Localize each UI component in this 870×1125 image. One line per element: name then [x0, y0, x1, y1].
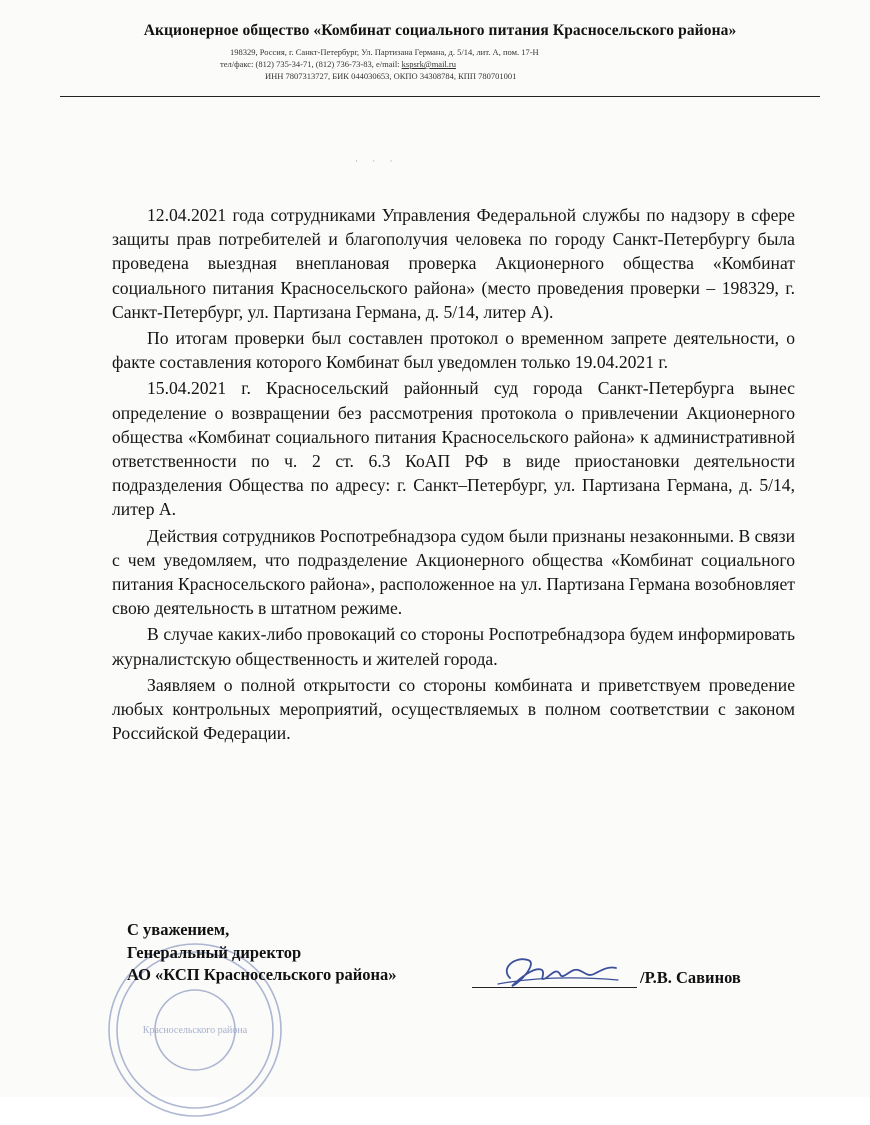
scan-specks: · · · — [355, 156, 399, 166]
paragraph-protocol: По итогам проверки был составлен протокол о временном запрете деятельности, о факте составления которого Комбинат был уведомлен только 19.04.2021 г. — [112, 328, 795, 373]
paragraph-court: 15.04.2021 г. Красносельский районный суд города Санкт-Петербурга вынес определение о возвращении без рассмотрения протокола о привлечении Акционерного общества «Комбинат социального питания Красносельского района» к административной ответственности по ч. 2 ст. 6.3 КоАП РФ в виде приостановки деятельности подразделения Общества по адресу: г. Санкт–Петербург, ул. Партизана Германа, д. 5/14, литер А. — [112, 378, 795, 520]
org-phone: тел/факс: (812) 735-34-71, (812) 736-73-83, e/mail: — [220, 59, 402, 69]
org-email: kspsrk@mail.ru — [401, 59, 457, 69]
paragraph-inspection: 12.04.2021 года сотрудниками Управления Федеральной службы по надзору в сфере защиты прав потребителей и благополучия человека по городу Санкт-Петербургу была проведена выездная внеплановая проверка Акционерного общества «Комбинат социального питания Красносельского района» (место проведения проверки – 198329, г. Санкт-Петербург, ул. Партизана Германа, д. 5/14, литер А). — [112, 205, 795, 322]
closing-block — [127, 919, 397, 987]
org-contacts — [60, 58, 820, 70]
org-requisites: ИНН 7807313727, БИК 044030653, ОКПО 34308784, КПП 780701001 — [265, 71, 517, 81]
letterhead-divider — [60, 96, 820, 97]
closing-company: АО «КСП Красносельского района» — [127, 965, 397, 984]
stamp-text: Красносельского района — [142, 1025, 248, 1036]
letterhead — [60, 22, 820, 82]
paragraph-provocations: В случае каких-либо провокаций со стороны Роспотребнадзора будем информировать журналистскую общественность и жителей города. — [112, 624, 795, 669]
closing-position: Генеральный директор — [127, 942, 302, 962]
paragraph-resumption: Действия сотрудников Роспотребнадзора судом были признаны незаконными. В связи с чем уведомляем, что подразделение Акционерного общества «Комбинат социального питания Красносельского района», расположенное на ул. Партизана Германа возобновляет свою деятельность в штатном режиме. — [112, 525, 795, 619]
org-address: 198329, Россия, г. Санкт-Петербург, Ул. Партизана Германа, д. 5/14, лит. А, пом. 17-Н — [230, 47, 539, 57]
org-name: Акционерное общество «Комбинат социального питания Красносельского района» — [143, 22, 737, 39]
letter-body — [112, 203, 795, 745]
paragraph-openness: Заявляем о полной открытости со стороны комбината и приветствуем проведение любых контрольных мероприятий, осуществляемых в полном соответствии с законом Российской Федерации. — [112, 674, 795, 744]
handwritten-signature — [490, 948, 620, 998]
signer-name: /Р.В. Савинов — [640, 968, 741, 987]
closing-regards: С уважением, — [127, 920, 230, 939]
